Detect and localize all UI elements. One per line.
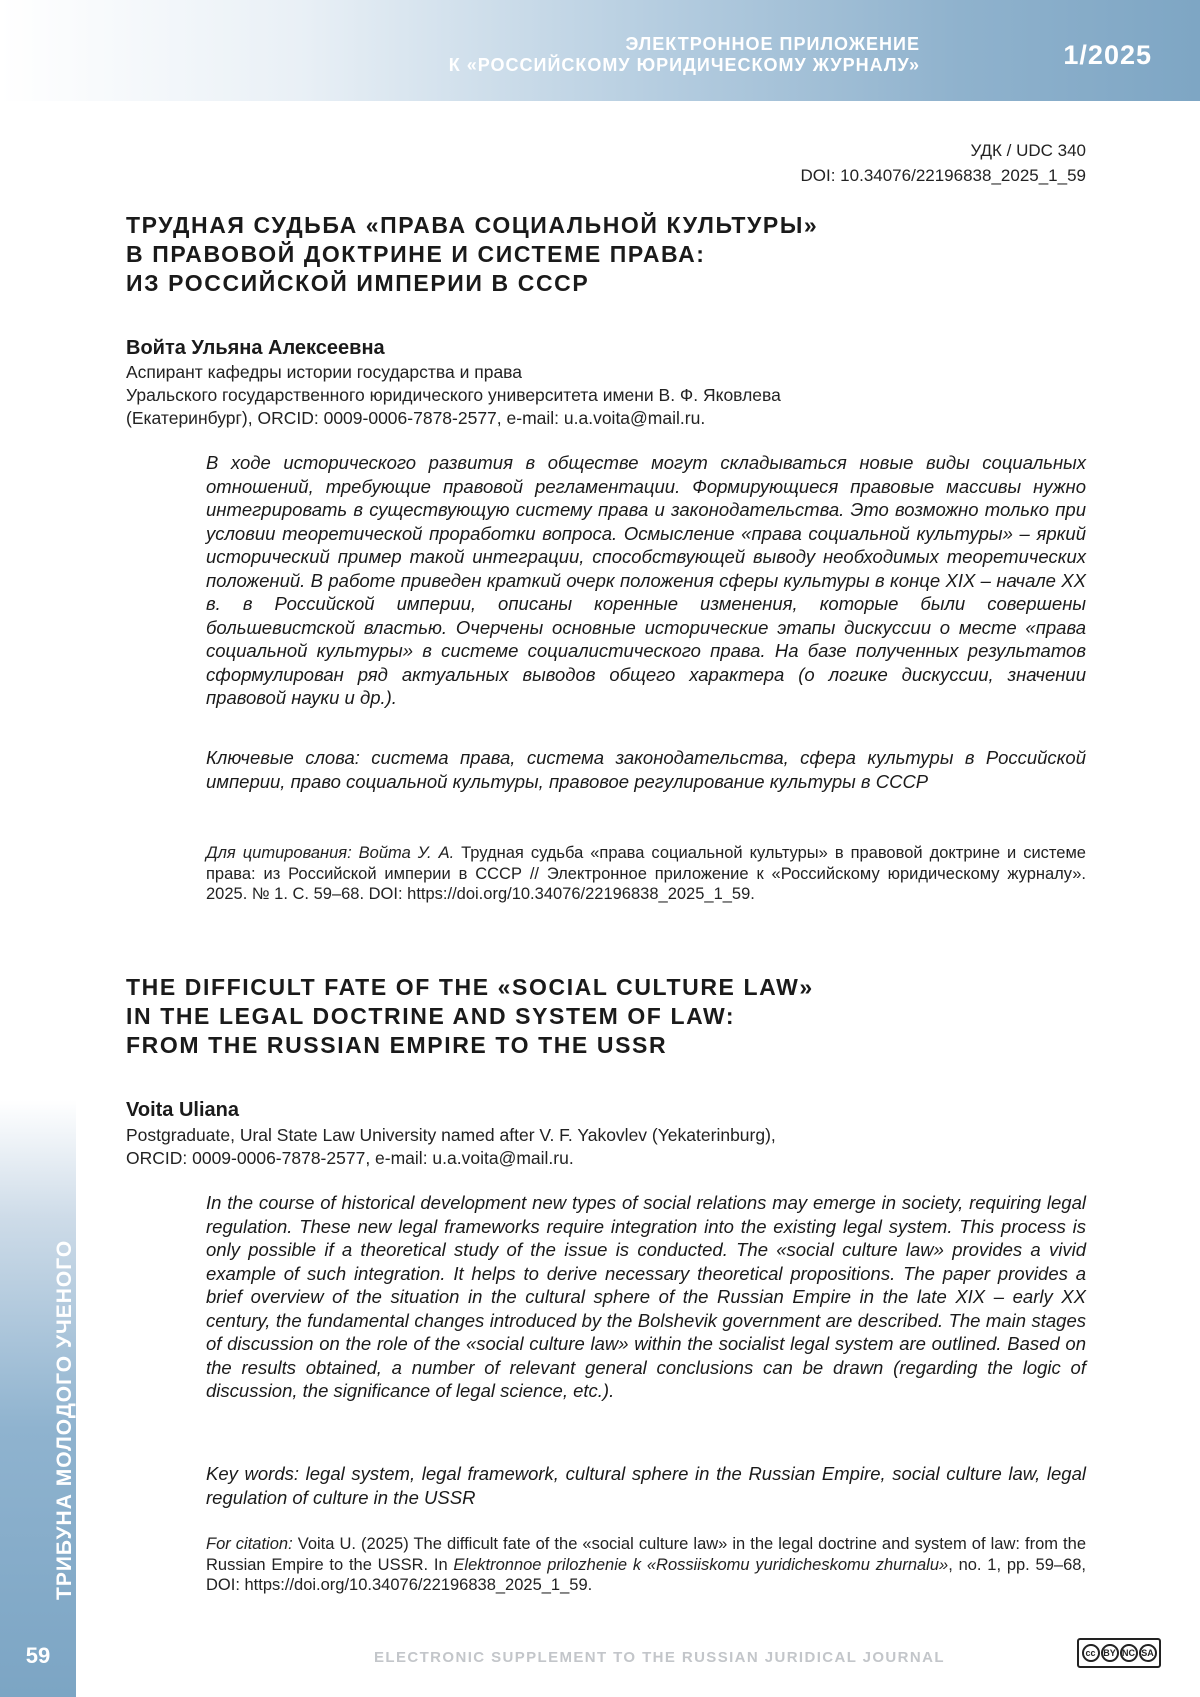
affiliation-line: Уральского государственного юридического университета имени В. Ф. Яковлева [126,384,781,407]
journal-title-line1: ЭЛЕКТРОННОЕ ПРИЛОЖЕНИЕ [449,34,920,55]
citation-text: , no. 1, pp. 59–68, DOI: https://doi.org/10.34076/22196838_2025_1_59. [206,1556,1086,1595]
author-name-en: Voita Uliana [126,1099,239,1122]
citation-text: Трудная судьба «права социальной культуры» в правовой доктрине и системе права: из Российской империи в СССР // Электронное приложение к «Российскому юридическому журналу». 2025. № 1. С. 59–68. DOI: https://doi.org/10.34076/22196838_2025_1_59. [206,844,1086,903]
doi-code: DOI: 10.34076/22196838_2025_1_59 [801,163,1086,188]
cc-license-badge[interactable] [1077,1638,1161,1668]
title-line: THE DIFFICULT FATE OF THE «SOCIAL CULTURE LAW» [126,973,814,1002]
footer-journal-name: ELECTRONIC SUPPLEMENT TO THE RUSSIAN JURIDICAL JOURNAL [374,1649,945,1666]
title-line: FROM THE RUSSIAN EMPIRE TO THE USSR [126,1031,814,1060]
citation-journal: Elektronnoe prilozhenie k «Rossiiskomu yuridicheskomu zhurnalu» [453,1556,948,1574]
article-title-en [126,973,814,1060]
citation-en [206,1534,1086,1596]
affiliation-line: ORCID: 0009-0006-7878-2577, e-mail: u.a.voita@mail.ru. [126,1147,776,1170]
affiliation-line: Postgraduate, Ural State Law University named after V. F. Yakovlev (Yekaterinburg), [126,1124,776,1147]
affiliation-line: Аспирант кафедры истории государства и права [126,361,781,384]
citation-label: For citation: [206,1535,293,1553]
sa-icon: SA [1139,1644,1157,1662]
author-affiliation-ru [126,361,781,430]
issue-number: 1/2025 [1063,40,1152,71]
citation-text: Voita U. (2025) The difficult fate of the «social culture law» in the legal doctrine and system of law: from the Russian Empire to the USSR. In [206,1535,1086,1574]
cc-icon: cc [1082,1644,1100,1662]
abstract-ru: В ходе исторического развития в обществе могут складываться новые виды социальных отношений, требующие правовой регламентации. Формирующиеся правовые массивы нужно интегрировать в существующую систему права и законодательства. Это возможно только при условии теоретической проработки вопроса. Осмысление «права социальной культуры» – яркий исторический пример такой интеграции, способствующей выводу необходимых теоретических положений. В работе приведен краткий очерк положения сферы культуры в конце XIX – начале XX в. в Российской империи, описаны коренные изменения, которые были совершены большевистской властью. Очерчены основные исторические этапы дискуссии о месте «права социальной культуры» в системе социалистического права. На базе полученных результатов сформулирован ряд актуальных выводов общего характера (о логике дискуссии, значении правовой науки и др.). [206,451,1086,710]
author-name-ru: Войта Ульяна Алексеевна [126,337,385,360]
keywords-en: Key words: legal system, legal framework, cultural sphere in the Russian Empire, social culture law, legal regulation of culture in the USSR [206,1462,1086,1509]
journal-title-line2: К «РОССИЙСКОМУ ЮРИДИЧЕСКОМУ ЖУРНАЛУ» [449,55,920,76]
article-meta [801,138,1086,188]
page-number: 59 [0,1643,76,1669]
section-label: ТРИБУНА МОЛОДОГО УЧЕНОГО [53,1240,77,1600]
by-icon: BY [1101,1644,1119,1662]
author-affiliation-en [126,1124,776,1170]
title-line: IN THE LEGAL DOCTRINE AND SYSTEM OF LAW: [126,1002,814,1031]
affiliation-line: (Екатеринбург), ORCID: 0009-0006-7878-2577, e-mail: u.a.voita@mail.ru. [126,407,781,430]
abstract-en: In the course of historical development new types of social relations may emerge in society, requiring legal regulation. These new legal frameworks require integration into the existing legal system. This process is only possible if a theoretical study of the issue is conducted. The «social culture law» provides a vivid example of such integration. It helps to derive necessary theoretical propositions. The paper provides a brief overview of the situation in the cultural sphere of the Russian Empire in the late XIX – early XX century, the fundamental changes introduced by the Bolshevik government are described. The main stages of discussion on the role of the «social culture law» within the socialist legal system are outlined. Based on the results obtained, a number of relevant general conclusions can be drawn (regarding the logic of discussion, the significance of legal science, etc.). [206,1191,1086,1403]
citation-label: Для цитирования: Войта У. А. [206,844,454,862]
citation-ru [206,843,1086,905]
title-line: ИЗ РОССИЙСКОЙ ИМПЕРИИ В СССР [126,269,818,298]
title-line: В ПРАВОВОЙ ДОКТРИНЕ И СИСТЕМЕ ПРАВА: [126,240,818,269]
title-line: ТРУДНАЯ СУДЬБА «ПРАВА СОЦИАЛЬНОЙ КУЛЬТУРЫ» [126,211,818,240]
keywords-ru: Ключевые слова: система права, система законодательства, сфера культуры в Российской империи, право социальной культуры, правовое регулирование культуры в СССР [206,746,1086,793]
article-title-ru [126,211,818,298]
journal-title [449,34,920,76]
nc-icon: NC [1120,1644,1138,1662]
udc-code: УДК / UDC 340 [801,138,1086,163]
